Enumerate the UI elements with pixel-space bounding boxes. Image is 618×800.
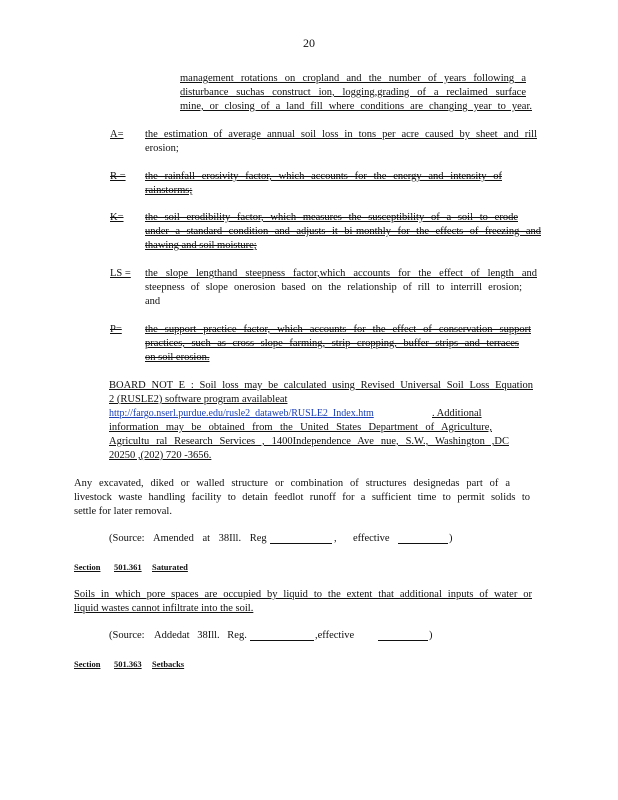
def-k-line-3: thawing and soil moisture; xyxy=(145,240,257,251)
section-label-361: Section xyxy=(74,562,101,572)
source-text-2: Addedat 38Ill. Reg. xyxy=(154,630,247,641)
board-note-line-2: 2 (RUSLE2) software program availableat xyxy=(109,394,288,405)
def-p-line-2: practices, such as cross slope farming, strip cropping, buffer strips and terraces xyxy=(145,338,519,349)
def-ls-line-3: and xyxy=(145,296,161,307)
def-a-line-1: the estimation of average annual soil loss in tons per acre caused by sheet and rill xyxy=(145,129,537,140)
intro-line-2: disturbance suchas construct ion, logging,grading of a reclaimed surface xyxy=(180,87,526,98)
def-label-r: R = xyxy=(110,171,126,182)
def-k-line-2: under a standard condition and adjusts it bi-monthly for the effects of freezing and xyxy=(145,226,541,237)
source-label-1: (Source: xyxy=(109,533,145,544)
board-note-line-5: Agricultu ral Research Services , 1400Independence Ave nue, S.W., Washington ,DC xyxy=(109,436,509,447)
def-r-line-1: the rainfall erosivity factor, which accounts for the energy and intensity of xyxy=(145,171,502,182)
source-close-1: ) xyxy=(449,533,453,544)
board-note-line-6: 20250 ,(202) 720 -3656. xyxy=(109,450,212,461)
source-close-2: ) xyxy=(429,630,433,641)
def-ls-line-2: steepness of slope onerosion based on the relationship of rill to interrill erosion; xyxy=(145,282,522,293)
board-note-line-1: BOARD NOT E : Soil loss may be calculated using Revised Universal Soil Loss Equation xyxy=(109,380,533,391)
section-number-361: 501.361 xyxy=(114,562,142,572)
source-comma-1: , xyxy=(334,533,337,544)
page-number: 20 xyxy=(303,36,315,50)
def-p-line-1: the support practice factor, which accounts for the effect of conservation support xyxy=(145,324,531,335)
section-title-363: Setbacks xyxy=(152,659,185,669)
section-number-363: 501.363 xyxy=(114,659,142,669)
register-blank-1 xyxy=(270,533,332,544)
saturated-line-1: Soils in which pore spaces are occupied by liquid to the extent that additional inputs of water or xyxy=(74,589,532,600)
saturated-line-2: liquid wastes cannot infiltrate into the soil. xyxy=(74,603,254,614)
effective-blank-2 xyxy=(378,630,428,641)
source-text-1: Amended at 38Ill. Reg xyxy=(153,533,267,544)
effective-blank-1 xyxy=(398,533,448,544)
def-label-k: K= xyxy=(110,212,124,223)
def-label-ls: LS = xyxy=(110,268,131,279)
register-blank-2 xyxy=(250,630,314,641)
def-label-p: P= xyxy=(110,324,122,335)
intro-line-3: mine, or closing of a land fill where conditions are changing year to year. xyxy=(180,101,532,112)
board-note-line-3-tail: . Additional xyxy=(432,408,482,419)
definition-line-3: settle for later removal. xyxy=(74,506,172,517)
def-a-line-2: erosion; xyxy=(145,143,179,154)
def-k-line-1: the soil erodibility factor, which measures the susceptibility of a soil to erode xyxy=(145,212,518,223)
intro-line-1: management rotations on cropland and the number of years following a xyxy=(180,73,526,84)
source-label-2: (Source: xyxy=(109,630,145,641)
def-ls-line-1: the slope lengthand steepness factor,which accounts for the effect of length and xyxy=(145,268,537,279)
def-p-line-3: on soil erosion. xyxy=(145,352,210,363)
def-r-line-2: rainstorms; xyxy=(145,185,193,196)
rusle2-link[interactable]: http://fargo.nserl.purdue.edu/rusle2_dataweb/RUSLE2_Index.htm xyxy=(109,408,374,419)
def-label-a: A= xyxy=(110,129,124,140)
definition-line-2: livestock waste handling facility to detain feedlot runoff for a sufficient time to permit solids to xyxy=(74,492,530,503)
section-title-361: Saturated xyxy=(152,562,188,572)
board-note-line-4: information may be obtained from the United States Department of Agriculture, xyxy=(109,422,492,433)
source-effective-2: ,effective xyxy=(315,630,355,641)
section-label-363: Section xyxy=(74,659,101,669)
source-effective-1: effective xyxy=(353,533,390,544)
definition-line-1: Any excavated, diked or walled structure or combination of structures designedas part of a xyxy=(74,478,510,489)
